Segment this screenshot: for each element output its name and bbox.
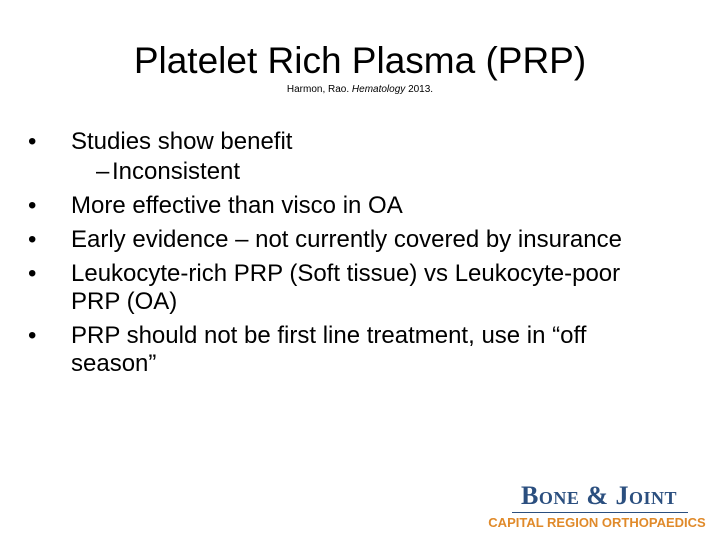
bullet-item: • PRP should not be first line treatment, use in “off season” xyxy=(0,322,671,378)
citation-journal: Hematology xyxy=(351,84,406,95)
bullet-list xyxy=(0,128,720,384)
logo-divider xyxy=(512,512,688,513)
bullet-item: • More effective than visco in OA xyxy=(0,192,671,220)
citation xyxy=(0,84,720,96)
sub-bullet-item xyxy=(0,158,720,186)
sub-bullet-text: Inconsistent xyxy=(112,158,241,185)
logo-brand-text: Bone & Joint xyxy=(520,481,678,510)
citation-year: 2013. xyxy=(408,84,434,95)
bone-joint-logo xyxy=(482,482,712,532)
slide-title: Platelet Rich Plasma (PRP) xyxy=(133,40,587,81)
bullet-item: • Early evidence – not currently covered by insurance xyxy=(0,226,671,254)
citation-authors: Harmon, Rao. xyxy=(286,84,350,95)
bullet-item: • Studies show benefit xyxy=(0,128,671,156)
logo-subtitle: CAPITAL REGION ORTHOPAEDICS xyxy=(488,515,706,530)
bullet-item: • Leukocyte-rich PRP (Soft tissue) vs Leukocyte-poor PRP (OA) xyxy=(0,260,671,316)
